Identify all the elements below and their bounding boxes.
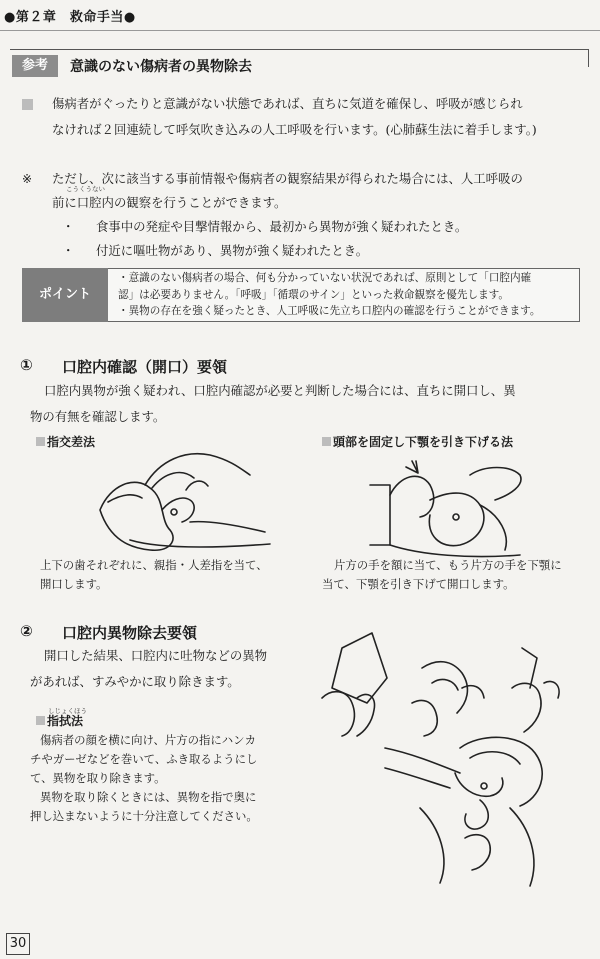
intro-line-2: なければ２回連続して呼気吹き込みの人工呼吸を行います。(心肺蘇生法に着手します。) xyxy=(52,122,537,137)
method-wipe-line-4: 異物を取り除くときには、異物を指で奥に xyxy=(40,790,257,804)
method-jaw-lift-caption-1: 片方の手を額に当て、もう片方の手を下顎に xyxy=(334,558,562,572)
reference-frame-right xyxy=(588,49,589,67)
wrap-cloth-illustration xyxy=(312,628,580,738)
method-wipe-line-2: チやガーゼなどを巻いて、ふき取るようにし xyxy=(30,752,258,766)
point-line-2: 認」は必要ありません。「呼吸」「循環のサイン」といった救命観察を優先します。 xyxy=(118,288,510,301)
bullet-mark: ・ xyxy=(62,219,75,234)
method-wipe-line-5: 押し込まないように十分注意してください。 xyxy=(30,809,258,823)
note-ruby: こうくうない xyxy=(66,185,105,193)
method-cross-finger-caption-1: 上下の歯それぞれに、親指・人差指を当て、 xyxy=(40,558,268,572)
cross-finger-illustration xyxy=(90,440,290,560)
note-line-1: ただし、次に該当する事前情報や傷病者の観察結果が得られた場合には、人工呼吸の xyxy=(52,171,523,186)
bullet-mark: ・ xyxy=(62,243,75,258)
intro-line-1: 傷病者がぐったりと意識がない状態であれば、直ちに気道を確保し、呼吸が感じられ xyxy=(52,96,523,111)
note-bullet-2: 付近に嘔吐物があり、異物が強く疑われたとき。 xyxy=(96,243,369,258)
header-divider xyxy=(0,30,600,31)
note-line-2: 前に口腔内の観察を行うことができます。 xyxy=(52,195,287,210)
reference-title: 意識のない傷病者の異物除去 xyxy=(70,59,252,75)
section2-number: ② xyxy=(20,622,33,640)
method-cross-finger-caption-2: 開口します。 xyxy=(40,577,108,591)
section1-body-line-1: 口腔内異物が強く疑われ、口腔内確認が必要と判断した場合には、直ちに開口し、異 xyxy=(44,383,516,398)
square-bullet-icon xyxy=(36,437,45,446)
method-jaw-lift-caption-2: 当て、下顎を引き下げて開口します。 xyxy=(322,577,515,591)
section1-body-line-2: 物の有無を確認します。 xyxy=(30,409,166,424)
point-line-1: ・意識のない傷病者の場合、何も分かっていない状況であれば、原則として「口腔内確 xyxy=(118,272,532,284)
square-bullet-icon xyxy=(322,437,331,446)
section2-title: 口腔内異物除去要領 xyxy=(62,624,198,642)
page-number: 30 xyxy=(6,933,30,955)
square-bullet-icon xyxy=(22,99,33,110)
method-cross-finger-title: 指交差法 xyxy=(47,435,96,449)
section1-number: ① xyxy=(20,356,33,374)
chapter-heading: ●第２章 救命手当● xyxy=(4,10,136,25)
method-jaw-lift-title: 頭部を固定し下顎を引き下げる法 xyxy=(333,435,514,449)
section2-body-line-1: 開口した結果、口腔内に吐物などの異物 xyxy=(44,648,268,663)
section1-title: 口腔内確認（開口）要領 xyxy=(62,358,228,376)
method-wipe-ruby: しじょくほう xyxy=(48,707,87,715)
jaw-lift-illustration xyxy=(360,455,530,565)
note-bullet-1: 食事中の発症や目撃情報から、最初から異物が強く疑われたとき。 xyxy=(96,219,468,234)
reference-frame-top xyxy=(10,49,588,50)
method-wipe-line-1: 傷病者の顔を横に向け、片方の指にハンカ xyxy=(40,733,256,747)
note-mark: ※ xyxy=(22,172,33,186)
point-line-3: ・異物の存在を強く疑ったとき、人工呼吸に先立ち口腔内の確認を行うことができます。 xyxy=(118,305,541,317)
section2-body-line-2: があれば、すみやかに取り除きます。 xyxy=(30,674,240,689)
method-wipe-line-3: て、異物を取り除きます。 xyxy=(30,771,166,785)
remove-object-illustration xyxy=(380,728,580,888)
method-wipe-title: 指拭法 xyxy=(47,714,84,728)
point-tag: ポイント xyxy=(22,268,108,322)
square-bullet-icon xyxy=(36,716,45,725)
point-text xyxy=(118,270,576,320)
reference-tag: 参考 xyxy=(12,55,58,77)
